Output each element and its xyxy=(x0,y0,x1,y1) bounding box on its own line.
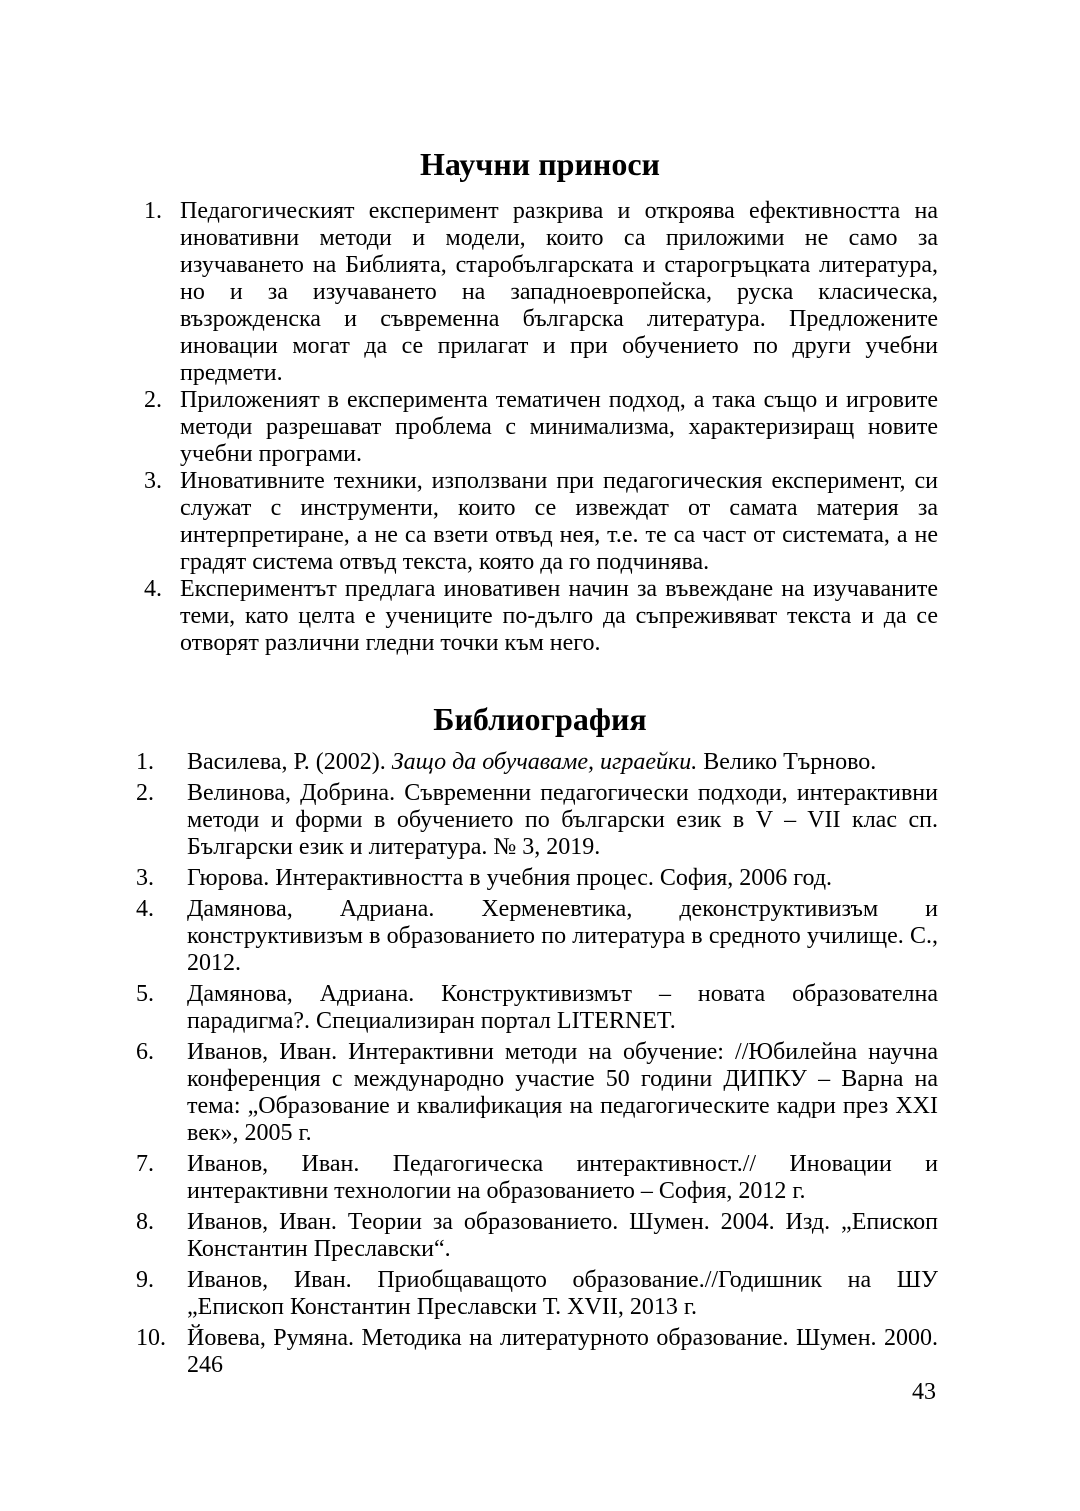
entry-title-italic: Защо да обучаваме, играейки. xyxy=(391,749,698,775)
item-number: 3. xyxy=(144,468,162,494)
bibliography-entry xyxy=(136,896,938,977)
entry-number: 1. xyxy=(136,749,154,775)
entry-text: Дамянова, Адриана. Конструктивизмът – новата образователна парадигма?. Специализиран портал LITERNET. xyxy=(187,981,938,1034)
entry-text-pre: Василева, Р. (2002). xyxy=(187,749,392,775)
entry-text: Велинова, Добрина. Съвременни педагогически подходи, интерактивни методи и форми в обучението по български език в V – VІІ клас сп. Български език и литература. № 3, 2019. xyxy=(187,780,938,860)
bibliography-heading: Библиография xyxy=(433,701,647,737)
bibliography-entry xyxy=(136,865,938,892)
item-text: Иновативните техники, използвани при педагогическия експеримент, си служат с инструменти, които се извеждат от самата материя за интерпретиране, а не са взети отвъд нея, т.е. те са част от системата, а не градят система отвъд текста, която да го подчинява. xyxy=(180,468,938,575)
bibliography-entry xyxy=(136,749,938,776)
contributions-heading: Научни приноси xyxy=(420,146,660,182)
entry-number: 9. xyxy=(136,1267,154,1293)
item-text: Приложеният в експеримента тематичен подход, а така също и игровите методи разрешават проблема с минимализма, характеризиращ новите учебни програми. xyxy=(180,387,938,467)
entry-text: Иванов, Иван. Интерактивни методи на обучение: //Юбилейна научна конференция с международно участие 50 години ДИПКУ – Варна на тема: „Образование и квалификация на педагогическите кадри през XXI век», 2005 г. xyxy=(187,1039,938,1146)
list-item xyxy=(144,468,938,576)
entry-text: Гюрова. Интерактивността в учебния процес. София, 2006 год. xyxy=(187,865,833,891)
bibliography-entry xyxy=(136,1151,938,1205)
bibliography-list xyxy=(136,749,938,1379)
item-number: 4. xyxy=(144,576,162,602)
contributions-list xyxy=(144,198,938,657)
item-number: 1. xyxy=(144,198,162,224)
entry-text: Йовева, Румяна. Методика на литературното образование. Шумен. 2000. 246 xyxy=(187,1325,938,1378)
entry-text-post: Велико Търново. xyxy=(697,749,877,775)
entry-number: 8. xyxy=(136,1209,154,1235)
entry-number: 10. xyxy=(136,1325,166,1351)
bibliography-entry xyxy=(136,1209,938,1263)
bibliography-entry xyxy=(136,1039,938,1147)
entry-text: Иванов, Иван. Теории за образованието. Шумен. 2004. Изд. „Епископ Константин Преславски“. xyxy=(187,1209,938,1262)
entry-number: 7. xyxy=(136,1151,154,1177)
list-item xyxy=(144,576,938,657)
item-text: Експериментът предлага иновативен начин за въвеждане на изучаваните теми, като целта е учениците по-дълго да съпреживяват текста и да се отворят различни гледни точки към него. xyxy=(180,576,938,656)
entry-number: 3. xyxy=(136,865,154,891)
page-number: 43 xyxy=(912,1379,936,1405)
bibliography-entry xyxy=(136,780,938,861)
item-number: 2. xyxy=(144,387,162,413)
entry-number: 4. xyxy=(136,896,154,922)
entry-text: Дамянова, Адриана. Херменевтика, деконструктивизъм и конструктивизъм в образованието по литература в средното училище. С., 2012. xyxy=(187,896,938,976)
entry-text: Иванов, Иван. Приобщаващото образование.//Годишник на ШУ „Епископ Константин Преславски Т. XVII, 2013 г. xyxy=(187,1267,938,1320)
list-item xyxy=(144,387,938,468)
list-item xyxy=(144,198,938,387)
bibliography-entry xyxy=(136,981,938,1035)
entry-text: Иванов, Иван. Педагогическа интерактивност.// Иновации и интерактивни технологии на образованието – София, 2012 г. xyxy=(187,1151,938,1204)
entry-number: 5. xyxy=(136,981,154,1007)
bibliography-entry xyxy=(136,1325,938,1379)
bibliography-entry xyxy=(136,1267,938,1321)
entry-number: 6. xyxy=(136,1039,154,1065)
item-text: Педагогическият експеримент разкрива и откроява ефективността на иновативни методи и модели, които са приложими не само за изучаването на Библията, старобългарската и старогръцката литература, но и за изучаването на западноевропейска, руска класическа, възрожденска и съвременна българска литература. Предложените иновации могат да се прилагат и при обучението по други учебни предмети. xyxy=(180,198,938,386)
entry-number: 2. xyxy=(136,780,154,806)
